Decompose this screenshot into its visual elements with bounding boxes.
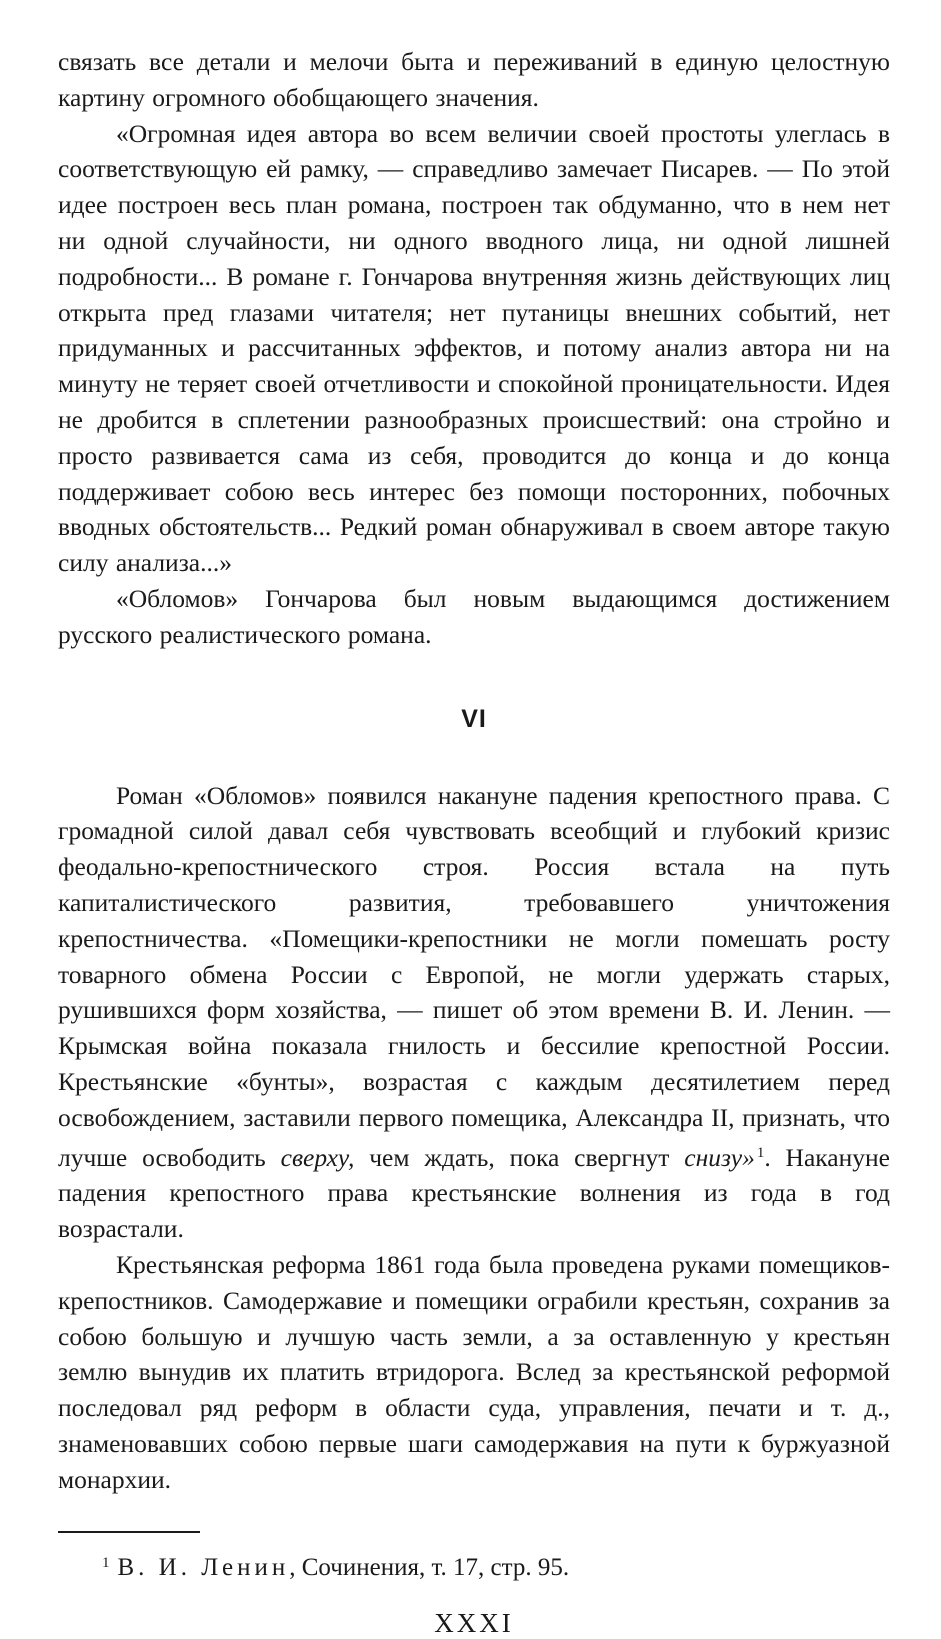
footnote: [102, 1547, 890, 1584]
paragraph-oblomov-achievement: «Обломов» Гончарова был новым выдающимся достижением русского реалистического романа.: [58, 583, 890, 649]
section-heading: VI: [461, 704, 487, 733]
footnote-reference[interactable]: 1: [756, 1144, 765, 1161]
footnote-citation: , Сочинения, т. 17, стр. 95.: [289, 1554, 570, 1582]
lenin-paragraph-part-1: Роман «Обломов» появился накануне падения крепостного права. С громадной силой давал себя чувствовать всеобщий и глубокий кризис феодально-крепостнического строя. Россия встала на путь капиталистического развития, требовавшего уничтожения крепостничества. «Помещики-крепостники не могли помешать росту товарного обмена России с Европой, не могли удержать старых, рушившихся форм хозяйства, — пишет об этом времени В. И. Ленин. — Крымская война показала гнилость и бессилие крепостной России. Крестьянские «бунты», возрастая с каждым десятилетием перед освобождением, заставили первого помещика, Александра II, признать, что лучше освободить: [58, 780, 890, 1172]
paragraph-pisarev-quote: «Огромная идея автора во всем величии своей простоты улеглась в соответствующую ей рамку, — справедливо замечает Писарев. — По этой идее построен весь план романа, построен так обдуманно, что в нем нет ни одной случайности, ни одного вводного лица, ни одной лишней подробности... В романе г. Гончарова внутренняя жизнь действующих лиц открыта пред глазами читателя; нет путаницы внешних событий, нет придуманных и рассчитанных эффектов, и потому анализ автора ни на минуту не теряет своей отчетливости и спокойной проницательности. Идея не дробится в сплетении разнообразных происшествий: она стройно и просто развивается сама из себя, проводится до конца и до конца поддерживает собою весь интерес без помощи посторонних, побочных вводных обстоятельств... Редкий роман обнаруживал в своем авторе такую силу анализа...»: [58, 118, 890, 578]
page-content: [58, 44, 890, 1639]
paragraph-opening: связать все детали и мелочи быта и переживаний в единую целостную картину огромного обобщающего значения.: [58, 47, 890, 112]
italic-snizu: снизу»: [684, 1142, 755, 1172]
paragraph-peasant-reform: Крестьянская реформа 1861 года была проведена руками помещиков-крепостников. Самодержавие и помещики ограбили крестьян, сохранив за собою большую и лучшую часть земли, а за оставленную у крестьян землю вынудив их платить втридорога. Вслед за крестьянской реформой последовал ряд реформ в области суда, управления, печати и т. д., знаменовавших собою первые шаги самодержавия на пути к буржуазной монархии.: [58, 1249, 890, 1494]
footnote-author: В. И. Ленин: [117, 1554, 290, 1582]
footnote-marker: 1: [102, 1555, 110, 1572]
paragraph-lenin-quote: [58, 778, 890, 1247]
lenin-paragraph-part-2: чем ждать, пока свергнут: [354, 1142, 685, 1172]
footnote-divider: [58, 1531, 200, 1533]
lenin-paragraph-part-3: . Накануне падения крепостного права крестьянские волнения из года в год возрастали.: [58, 1142, 890, 1244]
italic-sverkhu: сверху,: [280, 1142, 355, 1172]
page-number: XXXI: [434, 1608, 514, 1639]
